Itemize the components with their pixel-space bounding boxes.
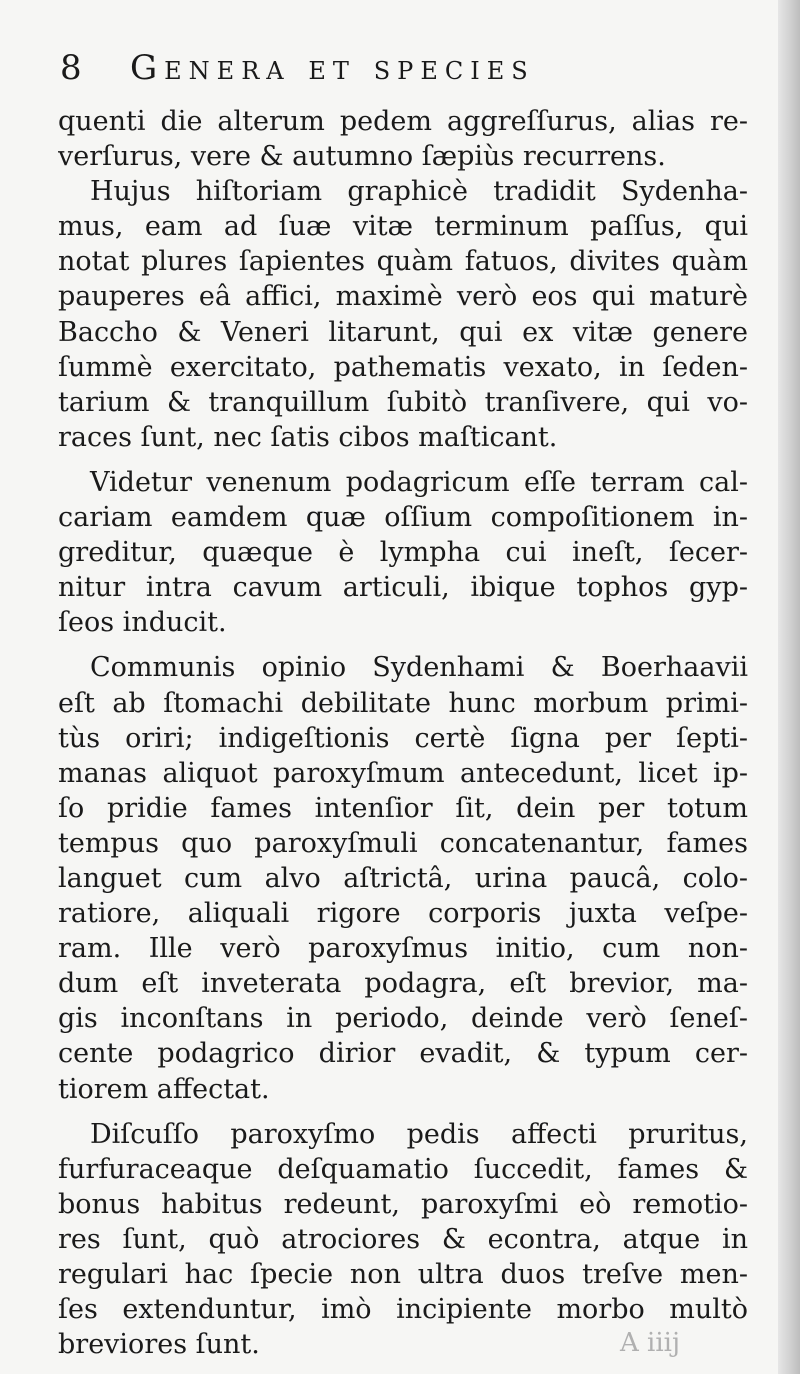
page-gutter-shadow	[778, 0, 800, 1374]
text-line: notat plures ſapientes quàm fatuos, divites quàm	[58, 246, 748, 278]
text-line: quenti die alterum pedem aggreſſurus, alias re-	[58, 106, 748, 137]
body-text	[58, 104, 748, 1362]
text-line: eſt ab ſtomachi debilitate hunc morbum primi-	[58, 687, 748, 719]
page-header	[60, 48, 740, 98]
text-line: res ſunt, quò atrociores & econtra, atque in	[58, 1223, 748, 1255]
text-line: nitur intra cavum articuli, ibique tophos gyp-	[58, 572, 748, 604]
text-line: Hujus hiſtoriam graphicè tradidit Sydenha-	[90, 176, 748, 208]
page-number: 8	[60, 48, 82, 88]
text-line: greditur, quæque è lympha cui ineſt, ſecer-	[58, 537, 748, 569]
text-line: furfuraceaque deſquamatio ſuccedit, fames &	[58, 1153, 748, 1185]
text-line: Diſcuſſo paroxyſmo pedis affecti pruritus,	[90, 1118, 748, 1150]
text-line: verſurus, vere & autumno ſæpiùs recurrens.	[58, 141, 666, 173]
text-line: cariam eamdem quæ oſſium compoſitionem in-	[58, 502, 748, 534]
text-line: pauperes eâ affici, maximè verò eos qui maturè	[58, 281, 748, 313]
text-line: ſo pridie fames intenſior ſit, dein per totum	[58, 792, 748, 824]
text-line: bonus habitus redeunt, paroxyſmi eò remotio-	[58, 1188, 748, 1220]
text-line: Communis opinio Sydenhami & Boerhaavii	[90, 652, 748, 684]
text-line: gis inconſtans in periodo, deinde verò ſeneſ-	[58, 1003, 748, 1035]
text-line: manas aliquot paroxyſmum antecedunt, licet ip-	[58, 757, 748, 789]
text-line: Baccho & Veneri litarunt, qui ex vitæ genere	[58, 316, 748, 348]
text-line: tiorem affectat.	[58, 1073, 270, 1105]
text-line: Videtur venenum podagricum eſſe terram cal-	[90, 466, 748, 498]
text-line: languet cum alvo aſtrictâ, urina paucâ, colo-	[58, 862, 748, 894]
text-line: dum eſt inveterata podagra, eſt brevior, ma-	[58, 968, 748, 1000]
text-line: ſes extenduntur, imò incipiente morbo multò	[58, 1294, 748, 1326]
text-line: ratiore, aliquali rigore corporis juxta veſpe-	[58, 898, 748, 930]
text-line: ſummè exercitato, pathematis vexato, in ſeden-	[58, 351, 748, 383]
running-title: Genera et species	[130, 48, 535, 88]
text-line: breviores ſunt.	[58, 1329, 260, 1361]
text-line: tempus quo paroxyſmuli concatenantur, fames	[58, 827, 748, 859]
text-line: races ſunt, nec ſatis cibos maſticant.	[58, 421, 558, 453]
text-line: tarium & tranquillum ſubitò tranſivere, qui vo-	[58, 386, 748, 418]
text-line: ram. Ille verò paroxyſmus initio, cum non-	[58, 933, 748, 965]
text-line: tùs oriri; indigeſtionis certè ſigna per ſepti-	[58, 722, 748, 754]
text-line: cente podagrico dirior evadit, & typum cer-	[58, 1038, 748, 1070]
text-line: regulari hac ſpecie non ultra duos treſve men-	[58, 1259, 748, 1290]
text-line: mus, eam ad ſuæ vitæ terminum paſſus, qui	[58, 211, 748, 243]
signature-mark: A iiij	[620, 1328, 681, 1358]
text-line: ſeos inducit.	[58, 607, 227, 639]
